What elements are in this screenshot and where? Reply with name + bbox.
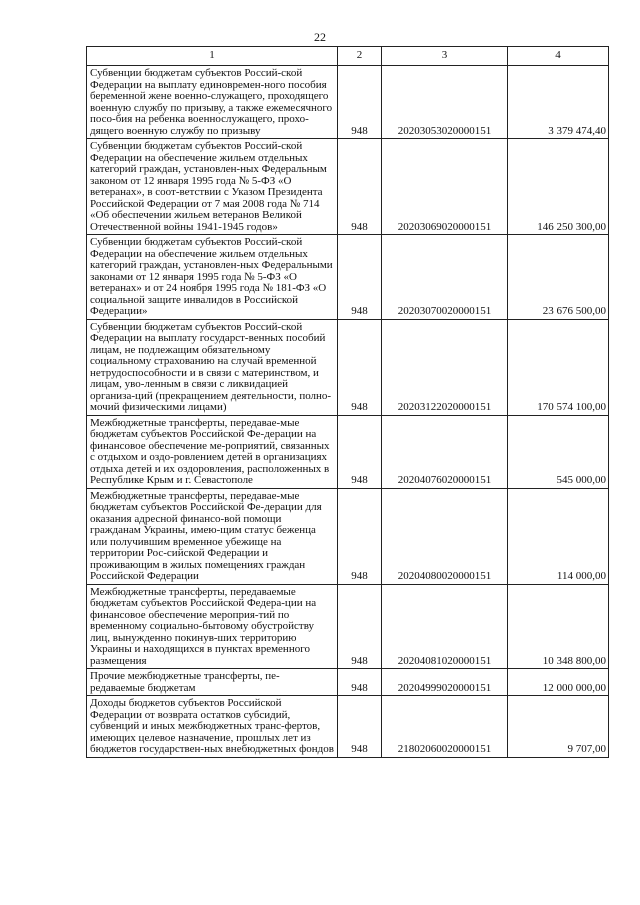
- row-amount: 146 250 300,00: [508, 139, 609, 235]
- table-row: [87, 139, 609, 235]
- table-row: [87, 319, 609, 415]
- row-amount: 12 000 000,00: [508, 669, 609, 696]
- row-admin-code: 948: [338, 235, 382, 320]
- row-budget-code: 20204999020000151: [382, 669, 508, 696]
- budget-table: [86, 46, 609, 758]
- table-body: [87, 66, 609, 758]
- row-budget-code: 20203070020000151: [382, 235, 508, 320]
- row-amount: 545 000,00: [508, 415, 609, 488]
- table-row: [87, 488, 609, 584]
- table-row: [87, 235, 609, 320]
- row-amount: 114 000,00: [508, 488, 609, 584]
- row-description: Межбюджетные трансферты, передаваемые бюджетам субъектов Российской Федера-ции на финансовое обеспечение мероприя-тий по временному социально-бытовому обустройству лиц, вынужденно покинув-ших территорию Украины и находящихся в пунктах временного размещения: [87, 584, 338, 669]
- table-row: [87, 696, 609, 758]
- table-row: [87, 66, 609, 139]
- row-admin-code: 948: [338, 319, 382, 415]
- table-header: [87, 47, 609, 66]
- table-row: [87, 584, 609, 669]
- row-budget-code: 20203069020000151: [382, 139, 508, 235]
- row-admin-code: 948: [338, 669, 382, 696]
- row-amount: 10 348 800,00: [508, 584, 609, 669]
- row-description: Межбюджетные трансферты, передавае-мые бюджетам субъектов Российской Фе-дерации для оказания адресной финансо-вой помощи гражданам Украины, имею-щим статус беженца или получившим временное убежище на территории Рос-сийской Федерации и проживающим в жилых помещениях граждан Российской Федерации: [87, 488, 338, 584]
- row-description: Субвенции бюджетам субъектов Россий-ской Федерации на обеспечение жильем отдельных категорий граждан, установлен-ных Федеральным законом от 12 января 1995 года № 5-ФЗ «О ветеранах», в соот-ветствии с Указом Президента Российской Федерации от 7 мая 2008 года № 714 «Об обеспечении жильем ветеранов Великой Отечественной войны 1941-1945 годов»: [87, 139, 338, 235]
- row-description: Межбюджетные трансферты, передавае-мые бюджетам субъектов Российской Фе-дерации на финансовое обеспечение ме-роприятий, связанных с отдыхом и оздо-ровлением детей в организациях отдыха детей и их оздоровления, расположенных в Республике Крым и г. Севастополе: [87, 415, 338, 488]
- row-budget-code: 20203122020000151: [382, 319, 508, 415]
- row-admin-code: 948: [338, 696, 382, 758]
- header-col-3: 3: [382, 47, 508, 66]
- row-budget-code: 21802060020000151: [382, 696, 508, 758]
- row-budget-code: 20204080020000151: [382, 488, 508, 584]
- table-row: [87, 669, 609, 696]
- table-row: [87, 415, 609, 488]
- row-description: Доходы бюджетов субъектов Российской Федерации от возврата остатков субсидий, субвенций и иных межбюджетных транс-фертов, имеющих целевое назначение, прошлых лет из бюджетов государствен-ных внебюджетных фондов: [87, 696, 338, 758]
- row-description: Субвенции бюджетам субъектов Россий-ской Федерации на обеспечение жильем отдельных категорий граждан, установлен-ных Федеральными законами от 12 января 1995 года № 5-ФЗ «О ветеранах» и от 24 ноября 1995 года № 181-ФЗ «О социальной защите инвалидов в Российской Федерации»: [87, 235, 338, 320]
- row-description: Субвенции бюджетам субъектов Россий-ской Федерации на выплату государст-венных пособий лицам, не подлежащим обязательному социальному страхованию на случай временной нетрудоспособности и в связи с материнством, и лицам, уво-ленным в связи с ликвидацией организа-ций (прекращением деятельности, полно-мочий физическими лицами): [87, 319, 338, 415]
- row-admin-code: 948: [338, 584, 382, 669]
- row-amount: 9 707,00: [508, 696, 609, 758]
- row-admin-code: 948: [338, 66, 382, 139]
- row-budget-code: 20203053020000151: [382, 66, 508, 139]
- row-admin-code: 948: [338, 415, 382, 488]
- page-number: 22: [314, 30, 326, 44]
- header-row: [87, 47, 609, 66]
- row-budget-code: 20204081020000151: [382, 584, 508, 669]
- row-amount: 170 574 100,00: [508, 319, 609, 415]
- row-amount: 3 379 474,40: [508, 66, 609, 139]
- row-amount: 23 676 500,00: [508, 235, 609, 320]
- header-col-2: 2: [338, 47, 382, 66]
- header-col-1: 1: [87, 47, 338, 66]
- row-admin-code: 948: [338, 139, 382, 235]
- row-description: Субвенции бюджетам субъектов Россий-ской Федерации на выплату единовремен-ного пособия беременной жене военно-служащего, проходящего военную службу по призыву, а также ежемесячного посо-бия на ребенка военнослужащего, прохо-дящего военную службу по призыву: [87, 66, 338, 139]
- row-description: Прочие межбюджетные трансферты, пе-редаваемые бюджетам: [87, 669, 338, 696]
- header-col-4: 4: [508, 47, 609, 66]
- row-admin-code: 948: [338, 488, 382, 584]
- row-budget-code: 20204076020000151: [382, 415, 508, 488]
